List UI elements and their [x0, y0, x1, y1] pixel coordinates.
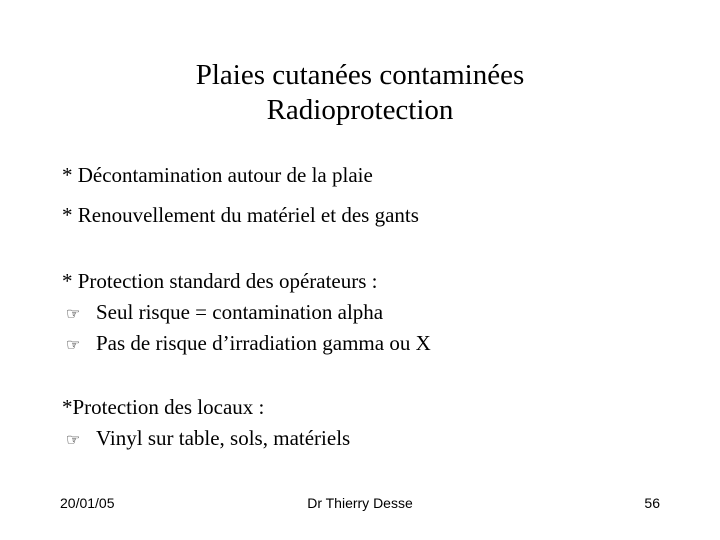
title-line-1: Plaies cutanées contaminées — [195, 59, 525, 91]
title-line-2: Radioprotection — [266, 94, 454, 126]
bullet-protection-locaux: *Protection des locaux : — [62, 395, 265, 419]
footer-page-number: 56 — [644, 495, 660, 511]
bullet-protection-operateurs: * Protection standard des opérateurs : — [62, 269, 378, 293]
sub-bullet-text: Vinyl sur table, sols, matériels — [96, 426, 351, 450]
sub-bullet-contamination-alpha — [62, 297, 383, 330]
footer-author: Dr Thierry Desse — [307, 495, 413, 511]
sub-bullet-irradiation — [62, 328, 431, 361]
sub-bullet-text: Seul risque = contamination alpha — [96, 300, 384, 324]
sub-bullet-text: Pas de risque d’irradiation gamma ou X — [96, 331, 431, 355]
footer-date: 20/01/05 — [60, 495, 115, 511]
sub-bullet-vinyl — [62, 423, 350, 456]
pointing-hand-icon: ☞ — [66, 306, 81, 323]
bullet-renouvellement: * Renouvellement du matériel et des gants — [62, 203, 419, 227]
pointing-hand-icon: ☞ — [66, 432, 81, 449]
slide-title — [0, 58, 720, 128]
bullet-decontamination: * Décontamination autour de la plaie — [62, 163, 373, 187]
pointing-hand-icon: ☞ — [66, 337, 81, 354]
